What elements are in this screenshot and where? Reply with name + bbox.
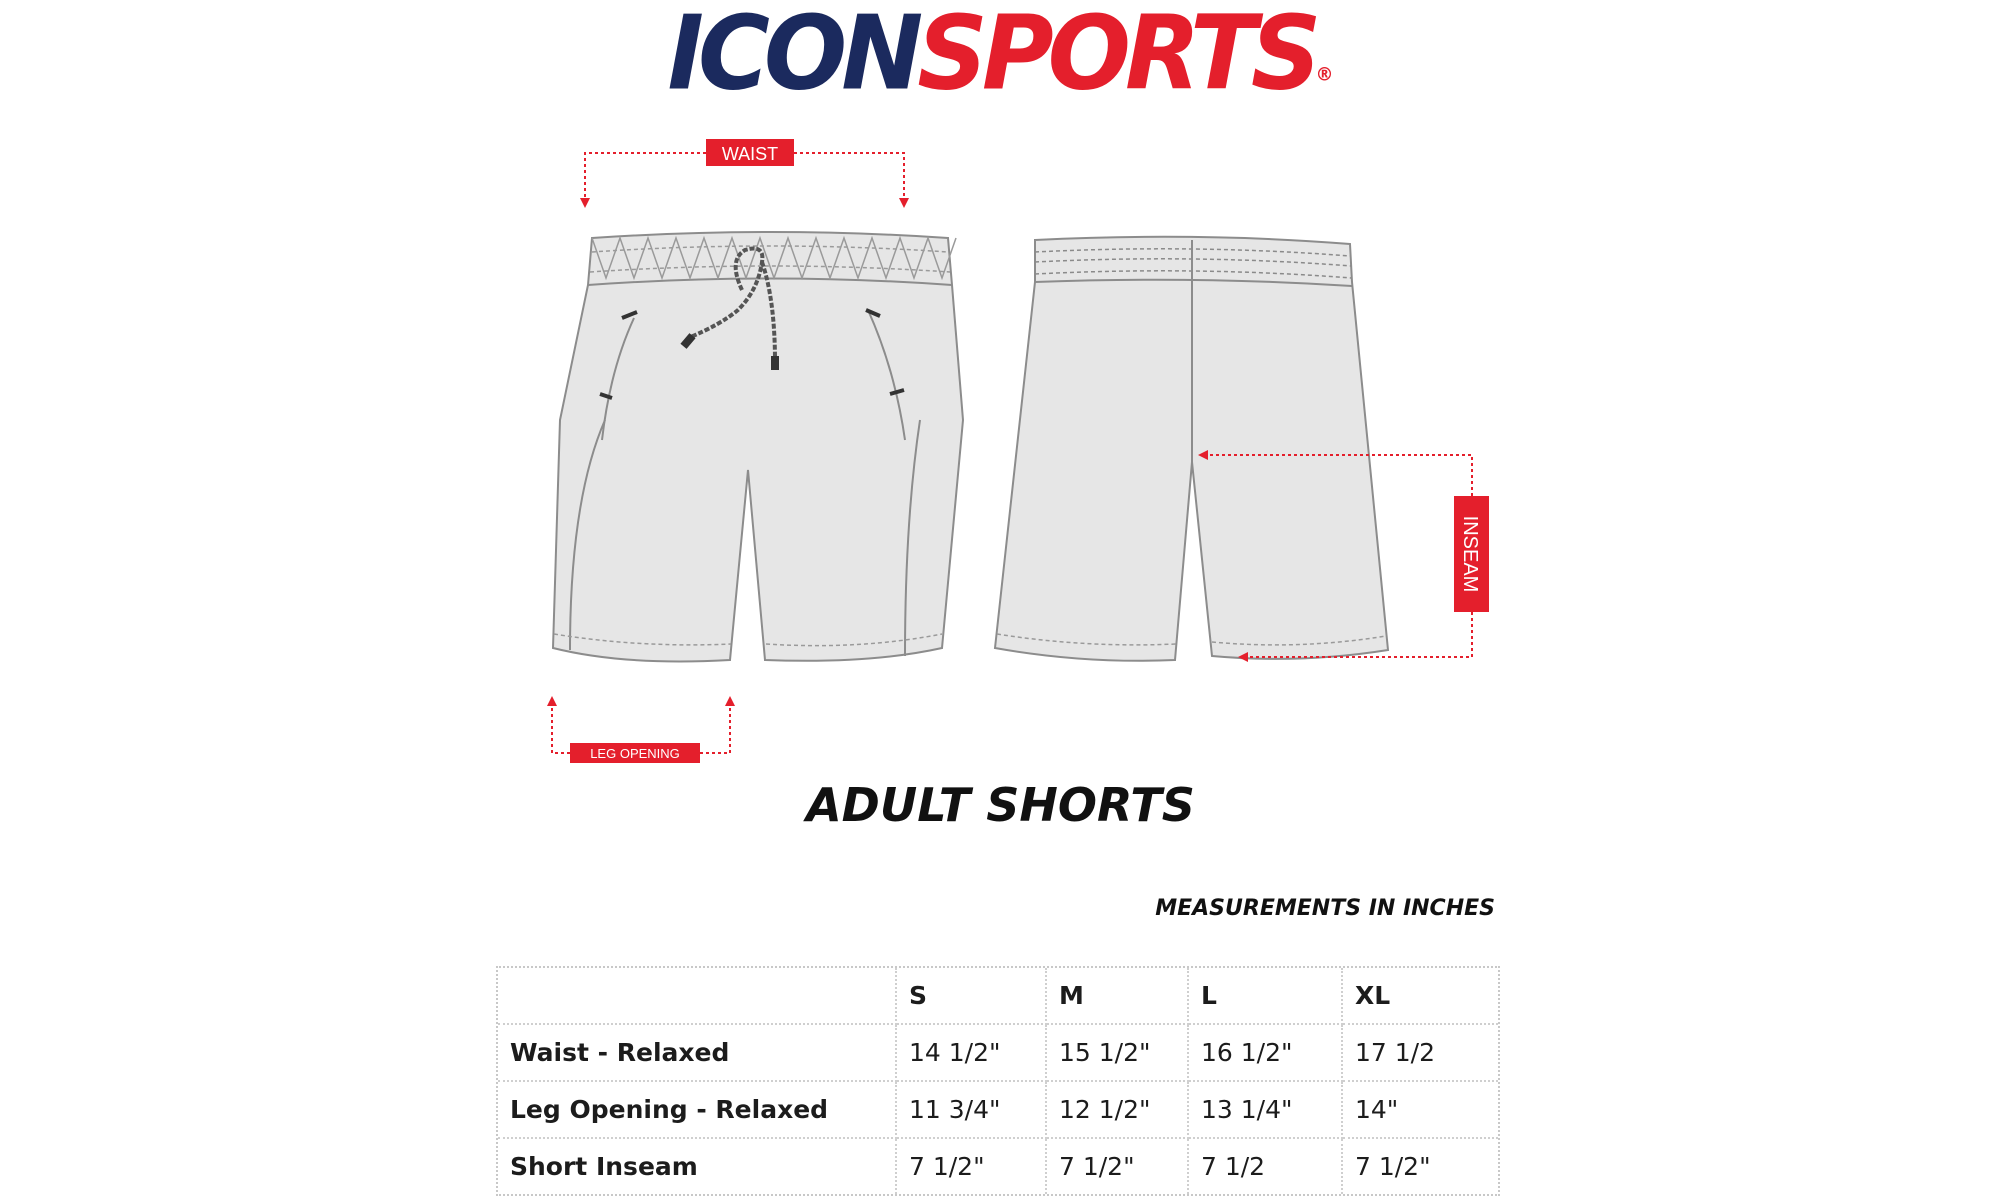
table-header-cell: XL [1343,968,1498,1025]
table-row-label: Leg Opening - Relaxed [498,1082,897,1139]
table-cell: 17 1/2 [1343,1025,1498,1082]
table-cell: 14" [1343,1082,1498,1139]
table-cell: 15 1/2" [1047,1025,1189,1082]
table-row [498,1025,1498,1082]
table-header-cell [498,968,897,1025]
registered-mark: ® [1315,63,1334,86]
units-note: MEASUREMENTS IN INCHES [1155,896,1495,921]
front-shorts [553,232,963,662]
table-cell: 16 1/2" [1189,1025,1343,1082]
page-title: ADULT SHORTS [806,778,1195,832]
waist-indicator [585,139,904,206]
table-cell: 11 3/4" [897,1082,1047,1139]
table-cell: 7 1/2" [1047,1139,1189,1194]
inseam-label: INSEAM [1459,515,1481,593]
brand-logo-sports-word: SPORTS [917,0,1316,114]
table-cell: 7 1/2 [1189,1139,1343,1194]
table-row-label: Waist - Relaxed [498,1025,897,1082]
table-cell: 14 1/2" [897,1025,1047,1082]
table-cell: 12 1/2" [1047,1082,1189,1139]
table-row [498,1139,1498,1194]
waist-label: WAIST [721,144,779,164]
table-header-cell: L [1189,968,1343,1025]
back-shorts [995,237,1388,661]
table-cell: 7 1/2" [1355,1152,1431,1181]
size-chart-table [496,966,1500,1196]
table-header-cell: S [897,968,1047,1025]
table-cell: 13 1/4" [1189,1082,1343,1139]
table-row [498,1082,1498,1139]
leg-opening-label: LEG OPENING [590,746,680,761]
table-cell: 7 1/2" [897,1139,1047,1194]
table-header-row [498,968,1498,1025]
leg-opening-indicator [552,698,730,763]
brand-logo-icon-word: ICON [667,0,918,114]
table-header-cell: M [1047,968,1189,1025]
table-row-label: Short Inseam [498,1139,897,1194]
